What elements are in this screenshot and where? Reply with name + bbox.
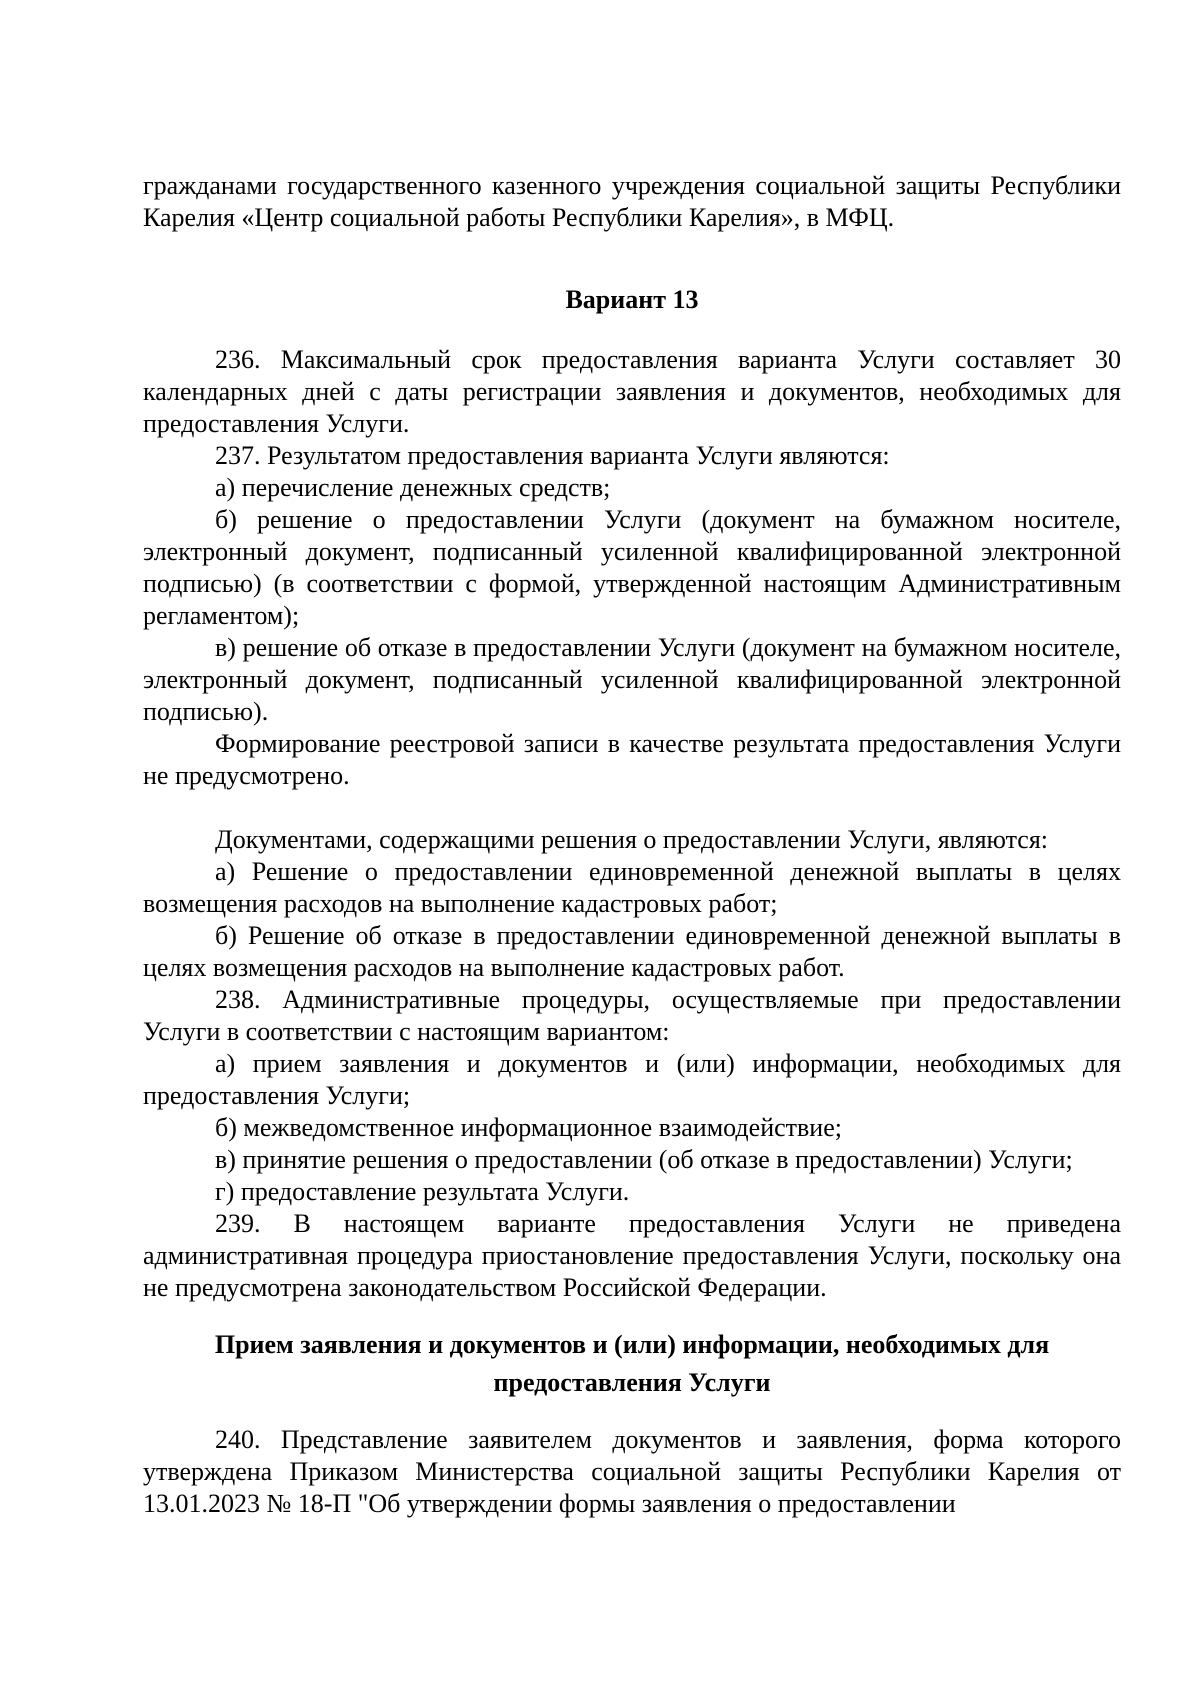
paragraph-237: 237. Результатом предоставления варианта Услуги являются:: [215, 441, 890, 470]
spacer: [143, 1402, 1121, 1424]
list-item-238-a: а) прием заявления и документов и (или) информации, необходимых для предоставления Услуги;: [143, 1049, 1121, 1110]
document-page: [143, 170, 1121, 1520]
paragraph-238: 238. Административные процедуры, осуществляемые при предоставлении Услуги в соответствии с настоящим вариантом:: [143, 985, 1121, 1046]
spacer: [143, 234, 1121, 284]
intro-paragraph: гражданами государственного казенного учреждения социальной защиты Республики Карелия «Центр социальной работы Республики Карелия», в МФЦ.: [143, 171, 1121, 232]
list-item-docs-a: а) Решение о предоставлении единовременной денежной выплаты в целях возмещения расходов на выполнение кадастровых работ;: [143, 857, 1121, 918]
paragraph-236: 236. Максимальный срок предоставления варианта Услуги составляет 30 календарных дней с даты регистрации заявления и документов, необходимых для предоставления Услуги.: [143, 345, 1121, 438]
list-item-237-c: в) решение об отказе в предоставлении Услуги (документ на бумажном носителе, электронный документ, подписанный усиленной квалифицированной электронной подписью).: [143, 633, 1121, 726]
spacer: [143, 316, 1121, 344]
list-item-238-b: б) межведомственное информационное взаимодействие;: [215, 1113, 842, 1142]
paragraph-docs-intro: Документами, содержащими решения о предоставлении Услуги, являются:: [215, 825, 1049, 854]
list-item-237-b: б) решение о предоставлении Услуги (документ на бумажном носителе, электронный документ, подписанный усиленной квалифицированной электронной подписью) (в соответствии с формой, утвержденной настоящим Административным регламентом);: [143, 505, 1121, 630]
list-item-238-d: г) предоставление результата Услуги.: [215, 1177, 630, 1206]
list-item-238-c: в) принятие решения о предоставлении (об отказе в предоставлении) Услуги;: [215, 1145, 1073, 1174]
list-item-237-a: а) перечисление денежных средств;: [215, 473, 611, 502]
paragraph-239: 239. В настоящем варианте предоставления Услуги не приведена административная процедура приостановление предоставления Услуги, поскольку она не предусмотрена законодательством Российской Федерации.: [143, 1209, 1121, 1302]
paragraph-registry: Формирование реестровой записи в качестве результата предоставления Услуги не предусмотрено.: [143, 729, 1121, 790]
list-item-docs-b: б) Решение об отказе в предоставлении единовременной денежной выплаты в целях возмещения расходов на выполнение кадастровых работ.: [143, 921, 1121, 982]
spacer: [143, 1304, 1121, 1326]
paragraph-240: 240. Представление заявителем документов и заявления, форма которого утверждена Приказом Министерства социальной защиты Республики Карелия от 13.01.2023 № 18-П "Об утверждении формы заявления о предоставлении: [143, 1425, 1121, 1518]
variant-heading: Вариант 13: [565, 285, 699, 314]
spacer: [143, 792, 1121, 824]
section-heading: Прием заявления и документов и (или) информации, необходимых для предоставления Услуги: [214, 1330, 1050, 1397]
